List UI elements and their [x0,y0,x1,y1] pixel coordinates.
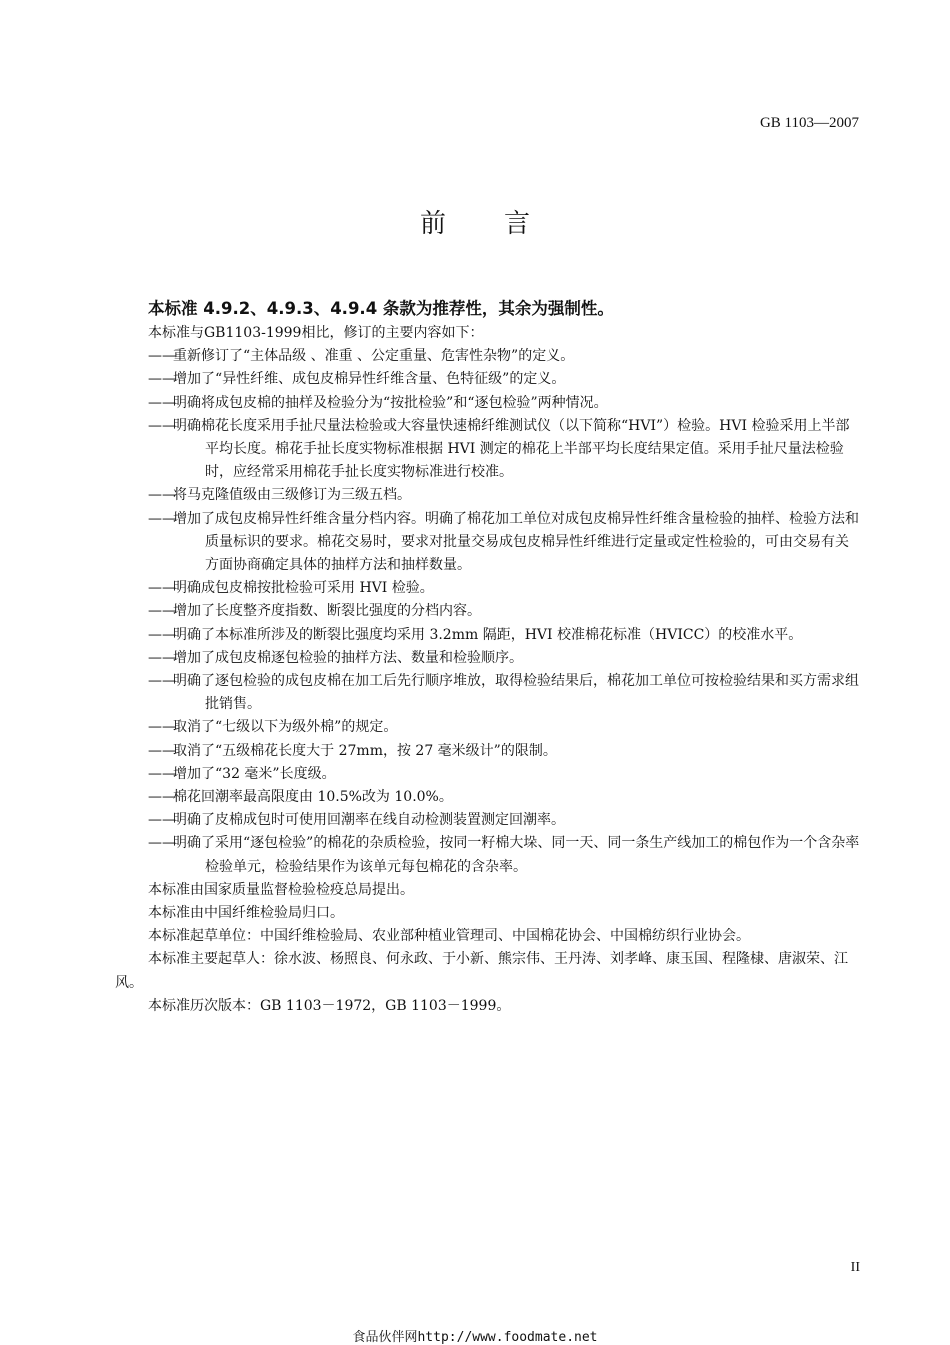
revision-item [115,647,860,670]
dash-bullet: —— [148,371,176,388]
revision-item-text: 棉花回潮率最高限度由 10.5%改为 10.0%。 [173,789,453,806]
page-title: 前言 [419,209,588,239]
revision-item [115,624,860,647]
revision-item-text: 增加了成包皮棉异性纤维含量分档内容。明确了棉花加工单位对成包皮棉异性纤维含量检验的抽样、检验方法和质量标识的要求。棉花交易时，要求对批量交易成包皮棉异性纤维进行定量或定性检验的，可由交易有关方面协商确定具体的抽样方法和抽样数量。 [173,510,859,574]
intro-paragraph: 本标准与GB1103-1999相比，修订的主要内容如下： [148,325,484,341]
closing-paragraphs [115,879,860,1018]
revision-item [115,508,860,578]
closing-paragraph: 本标准历次版本：GB 1103－1972，GB 1103－1999。 [148,997,511,1014]
dash-bullet: —— [148,835,176,852]
revision-item-text: 明确棉花长度采用手扯尺量法检验或大容量快速棉纤维测试仪（以下简称“HVI”）检验。HVI 检验采用上半部平均长度。棉花手扯长度实物标准根据 HVI 测定的棉花上半部平均长度结果定值。采用手扯尺量法检验时，应经常采用棉花手扯长度实物标准进行校准。 [173,417,850,481]
revision-item [115,832,860,878]
revision-item-text: 增加了“32 毫米”长度级。 [173,765,336,782]
revision-item [115,345,860,368]
revision-item [115,392,860,415]
revision-item [115,577,860,600]
revision-item-text: 取消了“五级棉花长度大于 27mm，按 27 毫米级计”的限制。 [173,742,557,759]
revision-item-text: 取消了“七级以下为级外棉”的规定。 [173,719,398,736]
standard-number: GB 1103—2007 [759,115,859,131]
dash-bullet: —— [148,487,176,504]
revision-item [115,809,860,832]
dash-bullet: —— [148,603,176,620]
dash-bullet: —— [148,580,176,597]
dash-bullet: —— [148,789,176,806]
revision-item [115,740,860,763]
revision-item [115,763,860,786]
revision-item [115,600,860,623]
footer-watermark: 食品伙伴网http://www.foodmate.net [352,1330,598,1345]
revision-item [115,368,860,391]
closing-paragraph: 本标准由国家质量监督检验检疫总局提出。 [148,881,414,898]
revision-item [115,670,860,716]
revision-item-text: 增加了成包皮棉逐包检验的抽样方法、数量和检验顺序。 [173,649,523,666]
revision-item [115,716,860,739]
dash-bullet: —— [148,348,176,365]
revision-item-text: 明确了逐包检验的成包皮棉在加工后先行顺序堆放，取得检验结果后，棉花加工单位可按检验结果和买方需求组批销售。 [173,673,859,713]
dash-bullet: —— [148,649,176,666]
closing-paragraph: 本标准起草单位：中国纤维检验局、农业部种植业管理司、中国棉花协会、中国棉纺织行业协会。 [148,928,750,945]
mandatory-clause-note: 本标准 4.9.2、4.9.3、4.9.4 条款为推荐性，其余为强制性。 [148,299,614,318]
revision-item [115,415,860,485]
page-number: II [850,1260,860,1275]
dash-bullet: —— [148,742,176,759]
revision-item-text: 明确了皮棉成包时可使用回潮率在线自动检测装置测定回潮率。 [173,812,565,829]
revision-item-text: 重新修订了“主体品级 、准重 、公定重量、危害性杂物”的定义。 [173,348,575,365]
revision-item-text: 将马克隆值级由三级修订为三级五档。 [173,487,411,504]
dash-bullet: —— [148,812,176,829]
dash-bullet: —— [148,765,176,782]
revision-item-text: 增加了长度整齐度指数、断裂比强度的分档内容。 [173,603,481,620]
revision-item [115,484,860,507]
dash-bullet: —— [148,510,176,527]
revision-item-text: 增加了“异性纤维、成包皮棉异性纤维含量、色特征级”的定义。 [173,371,566,388]
closing-paragraph: 本标准主要起草人：徐水波、杨照良、何永政、于小新、熊宗伟、王丹涛、刘孝峰、康玉国、程隆棣、唐淑荣、江风。 [115,951,848,991]
closing-paragraph: 本标准由中国纤维检验局归口。 [148,905,344,922]
dash-bullet: —— [148,719,176,736]
dash-bullet: —— [148,417,176,434]
revision-item-text: 明确将成包皮棉的抽样及检验分为“按批检验”和“逐包检验”两种情况。 [173,394,608,411]
revision-item-text: 明确了本标准所涉及的断裂比强度均采用 3.2mm 隔距，HVI 校准棉花标准（HVICC）的校准水平。 [173,626,803,643]
dash-bullet: —— [148,394,176,411]
revision-list [115,345,860,879]
revision-item-text: 明确了采用“逐包检验”的棉花的杂质检验，按同一籽棉大垛、同一天、同一条生产线加工的棉包作为一个含杂率检验单元，检验结果作为该单元每包棉花的含杂率。 [173,835,860,875]
revision-item-text: 明确成包皮棉按批检验可采用 HVI 检验。 [173,580,434,597]
dash-bullet: —— [148,673,176,690]
dash-bullet: —— [148,626,176,643]
revision-item [115,786,860,809]
document-body [115,296,860,1018]
